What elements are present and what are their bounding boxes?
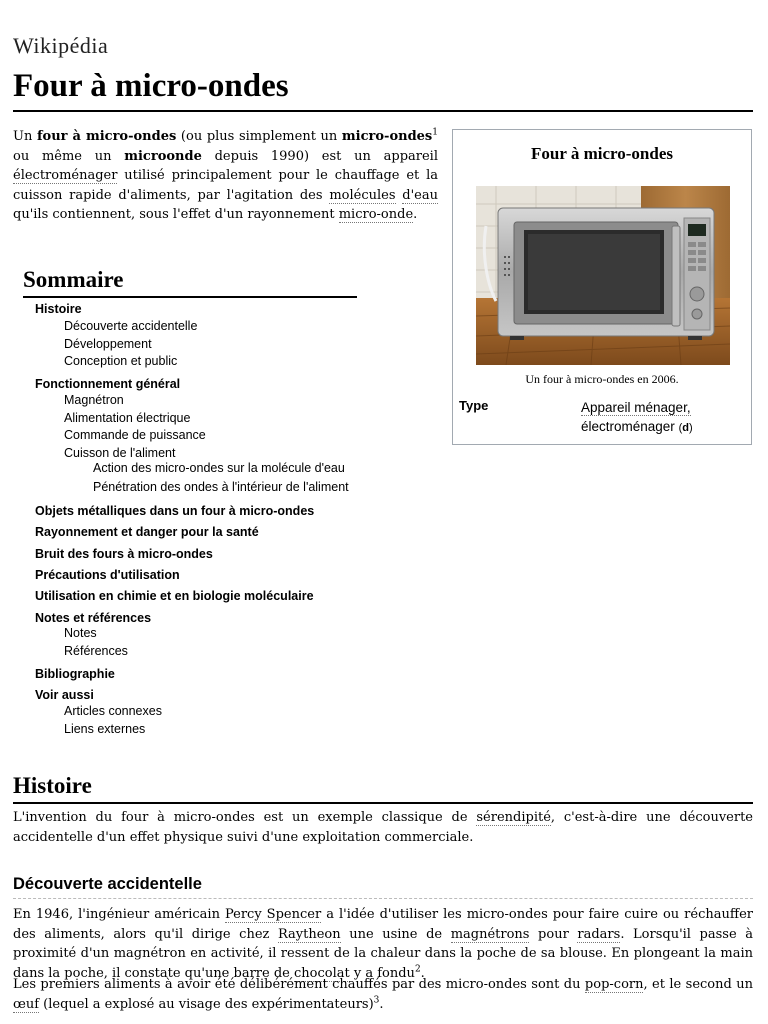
link-serendipite[interactable]: sérendipité (476, 810, 551, 825)
microwave-image (476, 186, 730, 365)
intro-text: Un (13, 129, 37, 144)
intro-bold-term: four à micro-ondes (36, 129, 177, 144)
wikipedia-logo[interactable]: Wikipédia (13, 33, 109, 58)
link-chocolat[interactable]: chocolat (294, 965, 350, 981)
premiers-aliments-paragraph (13, 975, 753, 1014)
infobox (452, 129, 752, 445)
body-text: L'invention du four à micro-ondes est un exemple classique de (13, 810, 477, 825)
toc-item[interactable]: Précautions d'utilisation (35, 568, 180, 582)
body-text: (lequel a explosé au visage des expérimentateurs) (39, 996, 374, 1012)
footnote-ref-1[interactable]: 1 (432, 127, 438, 138)
toc-item[interactable]: Objets métalliques dans un four à micro-ondes (35, 504, 315, 518)
section-title-histoire: Histoire (13, 770, 753, 804)
toc-item[interactable]: Alimentation électrique (64, 411, 191, 425)
toc-item[interactable]: Magnétron (64, 393, 124, 407)
page-title: Four à micro-ondes (13, 64, 753, 112)
infobox-value-text: électroménager (581, 419, 675, 434)
toc-item[interactable]: Utilisation en chimie et en biologie moléculaire (35, 589, 314, 603)
toc-item[interactable]: Découverte accidentelle (64, 319, 198, 333)
wikidata-link: (d) (678, 422, 693, 434)
body-text: . Lorsqu'il passe à proximité d'un magnétron en activité, il ressent de la chaleur dans la poche de sa blouse. En plongeant la main dans la poche, il constate qu'une barre de (13, 926, 753, 981)
intro-text: (ou plus simplement un (176, 129, 342, 144)
intro-paragraph (13, 127, 438, 225)
link-oeuf[interactable]: œuf (13, 996, 40, 1012)
link-pop-corn[interactable]: pop-corn (584, 977, 644, 992)
toc-item[interactable]: Commande de puissance (64, 428, 206, 442)
toc-item[interactable]: Voir aussi (35, 688, 94, 702)
infobox-caption: Un four à micro-ondes en 2006. (525, 372, 679, 386)
link-eau[interactable]: d'eau (402, 187, 438, 203)
toc-item[interactable]: Bibliographie (35, 667, 115, 681)
toc-item[interactable]: Cuisson de l'aliment (64, 446, 176, 460)
body-text: une usine de (340, 926, 451, 942)
wikidata-d[interactable]: d (682, 422, 689, 434)
toc-item[interactable]: Conception et public (64, 354, 178, 368)
link-percy-spencer[interactable]: Percy Spencer (224, 907, 322, 922)
toc-item[interactable]: Notes (64, 626, 97, 640)
toc-item[interactable]: Rayonnement et danger pour la santé (35, 525, 259, 539)
decouverte-paragraph (13, 905, 753, 983)
intro-text: qu'ils contiennent, sous l'effet d'un rayonnement (13, 207, 339, 223)
body-text: , et le second un (643, 977, 753, 992)
body-text: Les premiers aliments à avoir été délibérément chauffés par des micro-ondes sont du (13, 977, 585, 992)
toc-item[interactable]: Références (64, 644, 128, 658)
link-electromenager[interactable]: électroménager (13, 168, 118, 184)
toc-item[interactable]: Liens externes (64, 722, 146, 736)
body-text: a l'idée d'utiliser les micro-ondes pour faire cuire ou réchauffer des aliments, alors qu'il dirige chez (13, 907, 753, 942)
body-text: . (379, 996, 384, 1012)
microwave-photo[interactable] (476, 186, 730, 365)
infobox-row-value (581, 398, 751, 438)
body-text: pour (529, 926, 578, 942)
body-text: En 1946, l'ingénieur américain (13, 907, 225, 922)
footnote-ref-2[interactable]: 2 (414, 964, 421, 975)
toc-item[interactable]: Notes et références (35, 611, 152, 625)
intro-text: ou même un (13, 148, 125, 164)
body-text: . (420, 965, 425, 981)
body-text: y a fondu (349, 965, 415, 981)
histoire-paragraph (13, 808, 753, 847)
toc-title: Sommaire (23, 265, 357, 298)
infobox-title: Four à micro-ondes (531, 144, 673, 163)
footnote-ref-3[interactable]: 3 (373, 995, 380, 1006)
link-raytheon[interactable]: Raytheon (277, 926, 341, 942)
intro-text: . (413, 207, 418, 223)
intro-text: utilisé principalement pour le chauffage et la cuisson rapide d'aliments, par l'agitation des (13, 168, 438, 203)
infobox-row-label: Type (459, 398, 489, 413)
toc-item[interactable]: Articles connexes (64, 704, 162, 718)
toc-item[interactable]: Action des micro-ondes sur la molécule d'eau (93, 461, 345, 475)
intro-text: depuis 1990) est un appareil (201, 148, 438, 164)
link-magnetrons[interactable]: magnétrons (450, 926, 530, 942)
link-radars[interactable]: radars (577, 926, 621, 942)
link-micro-onde[interactable]: micro-onde (338, 207, 414, 223)
link-appareil-menager[interactable]: Appareil ménager, (581, 400, 691, 415)
toc-item[interactable]: Pénétration des ondes à l'intérieur de l'aliment (93, 480, 349, 494)
intro-bold-term: microonde (124, 148, 202, 164)
link-molecules[interactable]: molécules (329, 187, 396, 203)
toc-item[interactable]: Développement (64, 337, 152, 351)
toc-item[interactable]: Fonctionnement général (35, 377, 181, 391)
toc-item[interactable]: Histoire (35, 302, 82, 316)
body-text: , c'est-à-dire une découverte accidentelle d'un effet physique suivi d'une exploitation commerciale. (13, 810, 754, 845)
subsection-title: Découverte accidentelle (13, 875, 753, 899)
toc-item[interactable]: Bruit des fours à micro-ondes (35, 547, 213, 561)
intro-bold-term: micro-ondes (341, 129, 433, 144)
